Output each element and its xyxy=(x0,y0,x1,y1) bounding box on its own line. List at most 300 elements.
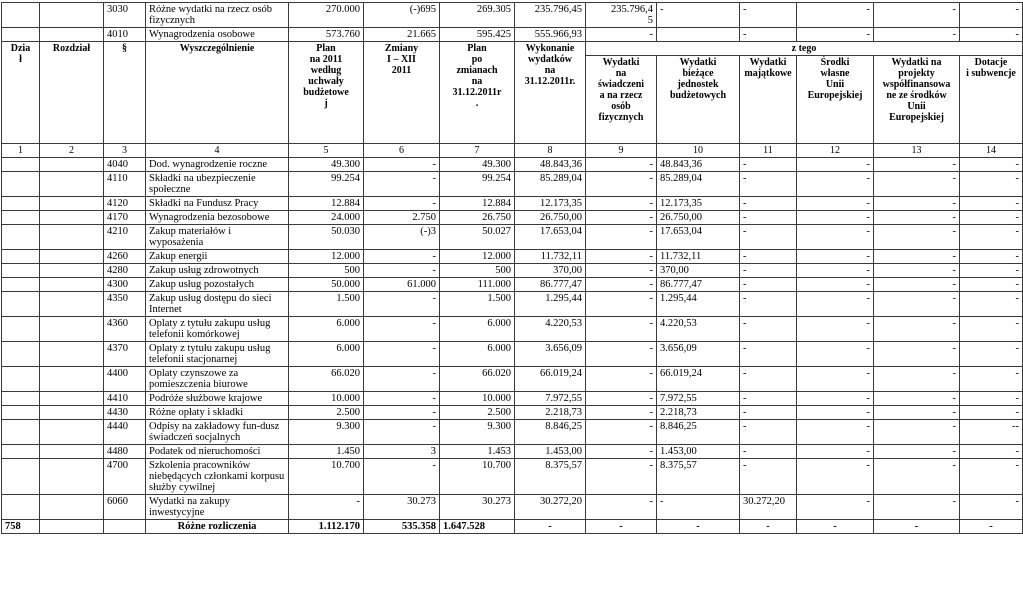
cell-projekty-ue: - xyxy=(874,367,960,392)
cell-projekty-ue: - xyxy=(874,459,960,495)
cell-srodki-ue: - xyxy=(797,392,874,406)
cell-plan: 10.000 xyxy=(289,392,364,406)
cell-rozdzial xyxy=(40,197,104,211)
cell-wykonanie: 48.843,36 xyxy=(515,158,586,172)
column-number: 11 xyxy=(740,144,797,158)
cell-srodki-ue: - xyxy=(797,406,874,420)
total-zmiany: 535.358 xyxy=(364,520,440,534)
cell-description: Zakup usług pozostałych xyxy=(146,278,289,292)
cell-wykonanie: 555.966,93 xyxy=(515,28,586,42)
total-rozdzial xyxy=(40,520,104,534)
cell-majatkowe: 30.272,20 xyxy=(740,495,797,520)
cell-description: Wynagrodzenia bezosobowe xyxy=(146,211,289,225)
cell-swiadczenia: - xyxy=(586,264,657,278)
cell-majatkowe: - xyxy=(740,392,797,406)
cell-projekty-ue: - xyxy=(874,406,960,420)
header-sub-swiadczenia: Wydatki na świadczeni a na rzecz osób fizycznych xyxy=(586,56,657,144)
cell-projekty-ue: - xyxy=(874,28,960,42)
table-row xyxy=(2,292,1023,317)
cell-wykonanie: 66.019,24 xyxy=(515,367,586,392)
cell-swiadczenia: - xyxy=(586,367,657,392)
cell-rozdzial xyxy=(40,317,104,342)
cell-majatkowe: - xyxy=(740,250,797,264)
cell-wykonanie: 12.173,35 xyxy=(515,197,586,211)
cell-plan: 99.254 xyxy=(289,172,364,197)
cell-dzial xyxy=(2,172,40,197)
cell-zmiany: - xyxy=(364,342,440,367)
cell-biezace: 26.750,00 xyxy=(657,211,740,225)
cell-zmiany: - xyxy=(364,264,440,278)
cell-rozdzial xyxy=(40,495,104,520)
column-number: 5 xyxy=(289,144,364,158)
cell-srodki-ue: - xyxy=(797,211,874,225)
cell-description: Podatek od nieruchomości xyxy=(146,445,289,459)
cell-paragraf: 4120 xyxy=(104,197,146,211)
cell-dzial xyxy=(2,3,40,28)
cell-paragraf: 4400 xyxy=(104,367,146,392)
cell-swiadczenia: - xyxy=(586,197,657,211)
cell-biezace xyxy=(657,28,740,42)
cell-zmiany: - xyxy=(364,420,440,445)
cell-description: Szkolenia pracowników niebędących członkami korpusu służby cywilnej xyxy=(146,459,289,495)
cell-dotacje: - xyxy=(960,250,1023,264)
column-number: 2 xyxy=(40,144,104,158)
cell-srodki-ue: - xyxy=(797,264,874,278)
cell-rozdzial xyxy=(40,225,104,250)
cell-swiadczenia: - xyxy=(586,317,657,342)
cell-plan-po: 111.000 xyxy=(440,278,515,292)
total-wykonanie: - xyxy=(515,520,586,534)
header-plan-po-zmianach: Plan po zmianach na 31.12.2011r . xyxy=(440,42,515,144)
cell-dzial xyxy=(2,495,40,520)
column-number: 9 xyxy=(586,144,657,158)
total-projekty-ue: - xyxy=(874,520,960,534)
cell-description: Zakup materiałów i wyposażenia xyxy=(146,225,289,250)
cell-srodki-ue: - xyxy=(797,317,874,342)
cell-wykonanie: 26.750,00 xyxy=(515,211,586,225)
cell-plan-po: 66.020 xyxy=(440,367,515,392)
cell-srodki-ue: - xyxy=(797,342,874,367)
header-zmiany: Zmiany I – XII 2011 xyxy=(364,42,440,144)
cell-zmiany: 61.000 xyxy=(364,278,440,292)
cell-projekty-ue: - xyxy=(874,392,960,406)
cell-dotacje: - xyxy=(960,264,1023,278)
cell-wykonanie: 86.777,47 xyxy=(515,278,586,292)
cell-dotacje: - xyxy=(960,459,1023,495)
header-z-tego: z tego xyxy=(586,42,1023,56)
table-row xyxy=(2,172,1023,197)
cell-zmiany: - xyxy=(364,197,440,211)
cell-dotacje: - xyxy=(960,172,1023,197)
cell-wykonanie: 7.972,55 xyxy=(515,392,586,406)
cell-dotacje: - xyxy=(960,197,1023,211)
table-row xyxy=(2,445,1023,459)
cell-dotacje: - xyxy=(960,495,1023,520)
cell-plan-po: 26.750 xyxy=(440,211,515,225)
cell-swiadczenia: - xyxy=(586,172,657,197)
cell-plan: 10.700 xyxy=(289,459,364,495)
header-sub-majatkowe: Wydatki majątkowe xyxy=(740,56,797,144)
cell-paragraf: 4360 xyxy=(104,317,146,342)
cell-rozdzial xyxy=(40,406,104,420)
cell-rozdzial xyxy=(40,158,104,172)
cell-dotacje: -- xyxy=(960,420,1023,445)
cell-plan-po: 6.000 xyxy=(440,342,515,367)
total-dotacje: - xyxy=(960,520,1023,534)
cell-majatkowe: - xyxy=(740,172,797,197)
cell-dotacje: - xyxy=(960,3,1023,28)
cell-paragraf: 4700 xyxy=(104,459,146,495)
cell-paragraf: 4300 xyxy=(104,278,146,292)
cell-wykonanie: 235.796,45 xyxy=(515,3,586,28)
header-sub-dotacje: Dotacje i subwencje xyxy=(960,56,1023,144)
cell-paragraf: 6060 xyxy=(104,495,146,520)
cell-plan-po: 1.500 xyxy=(440,292,515,317)
cell-dzial xyxy=(2,445,40,459)
cell-dotacje: - xyxy=(960,278,1023,292)
cell-paragraf: 4430 xyxy=(104,406,146,420)
cell-plan-po: 30.273 xyxy=(440,495,515,520)
cell-zmiany: 30.273 xyxy=(364,495,440,520)
cell-biezace: 2.218,73 xyxy=(657,406,740,420)
header-wyszczegolnienie: Wyszczególnienie xyxy=(146,42,289,144)
cell-dzial xyxy=(2,420,40,445)
cell-plan: 50.000 xyxy=(289,278,364,292)
cell-description: Oplaty z tytułu zakupu usług telefonii stacjonarnej xyxy=(146,342,289,367)
cell-swiadczenia: - xyxy=(586,420,657,445)
cell-srodki-ue: - xyxy=(797,495,874,520)
cell-biezace: 66.019,24 xyxy=(657,367,740,392)
column-numbers-row xyxy=(2,144,1023,158)
cell-wykonanie: 8.846,25 xyxy=(515,420,586,445)
cell-wykonanie: 30.272,20 xyxy=(515,495,586,520)
cell-wykonanie: 85.289,04 xyxy=(515,172,586,197)
cell-projekty-ue: - xyxy=(874,445,960,459)
cell-dzial xyxy=(2,459,40,495)
cell-projekty-ue: - xyxy=(874,158,960,172)
cell-dzial xyxy=(2,278,40,292)
cell-dotacje: - xyxy=(960,292,1023,317)
cell-description: Różne wydatki na rzecz osób fizycznych xyxy=(146,3,289,28)
header-row xyxy=(2,42,1023,56)
column-number: 6 xyxy=(364,144,440,158)
cell-description: Zakup usług zdrowotnych xyxy=(146,264,289,278)
cell-majatkowe: - xyxy=(740,197,797,211)
cell-paragraf: 3030 xyxy=(104,3,146,28)
cell-dzial xyxy=(2,264,40,278)
cell-wykonanie: 11.732,11 xyxy=(515,250,586,264)
cell-plan: 6.000 xyxy=(289,342,364,367)
cell-biezace: 4.220,53 xyxy=(657,317,740,342)
table-row xyxy=(2,406,1023,420)
cell-plan-po: 49.300 xyxy=(440,158,515,172)
total-swiadczenia: - xyxy=(586,520,657,534)
cell-paragraf: 4110 xyxy=(104,172,146,197)
cell-wykonanie: 1.453,00 xyxy=(515,445,586,459)
cell-paragraf: 4010 xyxy=(104,28,146,42)
total-plan: 1.112.170 xyxy=(289,520,364,534)
cell-plan: 50.030 xyxy=(289,225,364,250)
cell-plan: 9.300 xyxy=(289,420,364,445)
cell-plan-po: 9.300 xyxy=(440,420,515,445)
cell-swiadczenia: - xyxy=(586,445,657,459)
cell-majatkowe: - xyxy=(740,278,797,292)
table-row xyxy=(2,459,1023,495)
cell-projekty-ue: - xyxy=(874,172,960,197)
cell-plan: 1.450 xyxy=(289,445,364,459)
cell-swiadczenia: - xyxy=(586,28,657,42)
cell-dzial xyxy=(2,292,40,317)
cell-description: Wydatki na zakupy inwestycyjne xyxy=(146,495,289,520)
cell-plan: 2.500 xyxy=(289,406,364,420)
column-number: 4 xyxy=(146,144,289,158)
cell-plan-po: 99.254 xyxy=(440,172,515,197)
cell-majatkowe: - xyxy=(740,3,797,28)
cell-majatkowe: - xyxy=(740,225,797,250)
cell-dzial xyxy=(2,392,40,406)
table-row xyxy=(2,317,1023,342)
cell-projekty-ue: - xyxy=(874,420,960,445)
header-sub-srodki-ue: Środki własne Unii Europejskiej xyxy=(797,56,874,144)
header-plan: Plan na 2011 według uchwały budżetowe j xyxy=(289,42,364,144)
total-dzial: 758 xyxy=(2,520,40,534)
cell-description: Składki na Fundusz Pracy xyxy=(146,197,289,211)
cell-plan-po: 595.425 xyxy=(440,28,515,42)
table-row xyxy=(2,278,1023,292)
cell-description: Składki na ubezpieczenie społeczne xyxy=(146,172,289,197)
cell-plan: 66.020 xyxy=(289,367,364,392)
cell-biezace: 7.972,55 xyxy=(657,392,740,406)
total-srodki-ue: - xyxy=(797,520,874,534)
cell-srodki-ue: - xyxy=(797,445,874,459)
cell-wykonanie: 17.653,04 xyxy=(515,225,586,250)
cell-plan: 500 xyxy=(289,264,364,278)
cell-majatkowe: - xyxy=(740,211,797,225)
cell-majatkowe: - xyxy=(740,445,797,459)
cell-dotacje: - xyxy=(960,342,1023,367)
cell-paragraf: 4280 xyxy=(104,264,146,278)
cell-projekty-ue: - xyxy=(874,197,960,211)
cell-plan: 270.000 xyxy=(289,3,364,28)
column-number: 7 xyxy=(440,144,515,158)
cell-zmiany: - xyxy=(364,406,440,420)
cell-projekty-ue: - xyxy=(874,225,960,250)
cell-swiadczenia: - xyxy=(586,392,657,406)
cell-dotacje: - xyxy=(960,445,1023,459)
cell-rozdzial xyxy=(40,211,104,225)
cell-dzial xyxy=(2,225,40,250)
cell-plan: 573.760 xyxy=(289,28,364,42)
cell-majatkowe: - xyxy=(740,292,797,317)
total-row xyxy=(2,520,1023,534)
column-number: 3 xyxy=(104,144,146,158)
cell-zmiany: 3 xyxy=(364,445,440,459)
cell-majatkowe: - xyxy=(740,367,797,392)
cell-biezace: 370,00 xyxy=(657,264,740,278)
header-rozdzial: Rozdział xyxy=(40,42,104,144)
cell-srodki-ue: - xyxy=(797,197,874,211)
cell-dzial xyxy=(2,367,40,392)
cell-majatkowe: - xyxy=(740,406,797,420)
cell-biezace: - xyxy=(657,3,740,28)
cell-majatkowe: - xyxy=(740,420,797,445)
cell-plan: - xyxy=(289,495,364,520)
header-sub-biezace: Wydatki bieżące jednostek budżetowych xyxy=(657,56,740,144)
cell-projekty-ue: - xyxy=(874,292,960,317)
cell-projekty-ue: - xyxy=(874,317,960,342)
table-row xyxy=(2,197,1023,211)
cell-dotacje: - xyxy=(960,392,1023,406)
cell-plan: 6.000 xyxy=(289,317,364,342)
cell-description: Dod. wynagrodzenie roczne xyxy=(146,158,289,172)
cell-dzial xyxy=(2,211,40,225)
header-dzial: Dzia ł xyxy=(2,42,40,144)
cell-swiadczenia: - xyxy=(586,225,657,250)
cell-projekty-ue: - xyxy=(874,278,960,292)
table-row xyxy=(2,264,1023,278)
cell-biezace: 1.295,44 xyxy=(657,292,740,317)
cell-dzial xyxy=(2,197,40,211)
cell-zmiany: - xyxy=(364,367,440,392)
cell-plan: 24.000 xyxy=(289,211,364,225)
cell-rozdzial xyxy=(40,172,104,197)
cell-dotacje: - xyxy=(960,225,1023,250)
cell-zmiany: 2.750 xyxy=(364,211,440,225)
cell-swiadczenia: 235.796,4 5 xyxy=(586,3,657,28)
cell-srodki-ue: - xyxy=(797,158,874,172)
cell-wykonanie: 3.656,09 xyxy=(515,342,586,367)
cell-zmiany: - xyxy=(364,172,440,197)
cell-paragraf: 4350 xyxy=(104,292,146,317)
column-number: 1 xyxy=(2,144,40,158)
cell-projekty-ue: - xyxy=(874,342,960,367)
cell-srodki-ue: - xyxy=(797,278,874,292)
total-majatkowe: - xyxy=(740,520,797,534)
cell-projekty-ue: - xyxy=(874,495,960,520)
cell-rozdzial xyxy=(40,292,104,317)
cell-swiadczenia: - xyxy=(586,278,657,292)
cell-description: Podróże służbowe krajowe xyxy=(146,392,289,406)
cell-swiadczenia: - xyxy=(586,406,657,420)
cell-majatkowe: - xyxy=(740,342,797,367)
cell-zmiany: - xyxy=(364,317,440,342)
cell-dotacje: - xyxy=(960,317,1023,342)
cell-description: Oplaty czynszowe za pomieszczenia biurowe xyxy=(146,367,289,392)
cell-plan-po: 1.453 xyxy=(440,445,515,459)
cell-zmiany: - xyxy=(364,158,440,172)
cell-projekty-ue: - xyxy=(874,211,960,225)
cell-majatkowe: - xyxy=(740,264,797,278)
cell-wykonanie: 1.295,44 xyxy=(515,292,586,317)
cell-description: Oplaty z tytułu zakupu usług telefonii komórkowej xyxy=(146,317,289,342)
cell-dotacje: - xyxy=(960,406,1023,420)
table-row xyxy=(2,250,1023,264)
cell-projekty-ue: - xyxy=(874,264,960,278)
cell-dotacje: - xyxy=(960,211,1023,225)
cell-srodki-ue: - xyxy=(797,459,874,495)
header-paragraf: § xyxy=(104,42,146,144)
cell-plan-po: 2.500 xyxy=(440,406,515,420)
cell-paragraf: 4480 xyxy=(104,445,146,459)
cell-biezace: - xyxy=(657,495,740,520)
cell-majatkowe: - xyxy=(740,317,797,342)
cell-swiadczenia: - xyxy=(586,250,657,264)
cell-rozdzial xyxy=(40,264,104,278)
header-wykonanie: Wykonanie wydatków na 31.12.2011r. xyxy=(515,42,586,144)
cell-srodki-ue: - xyxy=(797,292,874,317)
cell-rozdzial xyxy=(40,278,104,292)
cell-plan-po: 10.000 xyxy=(440,392,515,406)
cell-paragraf: 4260 xyxy=(104,250,146,264)
cell-plan-po: 500 xyxy=(440,264,515,278)
total-desc: Różne rozliczenia xyxy=(146,520,289,534)
cell-description: Wynagrodzenia osobowe xyxy=(146,28,289,42)
budget-table xyxy=(1,2,1023,534)
cell-swiadczenia: - xyxy=(586,495,657,520)
table-row xyxy=(2,225,1023,250)
cell-srodki-ue: - xyxy=(797,172,874,197)
total-paragraf xyxy=(104,520,146,534)
cell-zmiany: (-)695 xyxy=(364,3,440,28)
table-row xyxy=(2,28,1023,42)
cell-rozdzial xyxy=(40,250,104,264)
cell-plan-po: 50.027 xyxy=(440,225,515,250)
table-row xyxy=(2,367,1023,392)
cell-biezace: 48.843,36 xyxy=(657,158,740,172)
table-row xyxy=(2,158,1023,172)
cell-dotacje: - xyxy=(960,367,1023,392)
cell-plan: 12.000 xyxy=(289,250,364,264)
cell-rozdzial xyxy=(40,28,104,42)
table-row xyxy=(2,420,1023,445)
cell-swiadczenia: - xyxy=(586,292,657,317)
cell-dzial xyxy=(2,342,40,367)
cell-srodki-ue: - xyxy=(797,3,874,28)
cell-dotacje: - xyxy=(960,28,1023,42)
cell-paragraf: 4410 xyxy=(104,392,146,406)
cell-majatkowe: - xyxy=(740,28,797,42)
table-row xyxy=(2,392,1023,406)
cell-zmiany: - xyxy=(364,459,440,495)
cell-zmiany: - xyxy=(364,392,440,406)
cell-description: Zakup energii xyxy=(146,250,289,264)
cell-majatkowe: - xyxy=(740,459,797,495)
cell-paragraf: 4210 xyxy=(104,225,146,250)
cell-biezace: 8.846,25 xyxy=(657,420,740,445)
cell-paragraf: 4040 xyxy=(104,158,146,172)
cell-zmiany: - xyxy=(364,250,440,264)
cell-zmiany: 21.665 xyxy=(364,28,440,42)
cell-rozdzial xyxy=(40,459,104,495)
cell-srodki-ue: - xyxy=(797,225,874,250)
cell-description: Różne opłaty i składki xyxy=(146,406,289,420)
cell-wykonanie: 8.375,57 xyxy=(515,459,586,495)
cell-dzial xyxy=(2,158,40,172)
cell-biezace: 3.656,09 xyxy=(657,342,740,367)
cell-plan-po: 269.305 xyxy=(440,3,515,28)
cell-rozdzial xyxy=(40,420,104,445)
cell-biezace: 8.375,57 xyxy=(657,459,740,495)
cell-srodki-ue: - xyxy=(797,250,874,264)
cell-plan: 49.300 xyxy=(289,158,364,172)
cell-rozdzial xyxy=(40,392,104,406)
cell-plan: 1.500 xyxy=(289,292,364,317)
total-biezace: - xyxy=(657,520,740,534)
column-number: 13 xyxy=(874,144,960,158)
cell-description: Odpisy na zakładowy fun-dusz świadczeń socjalnych xyxy=(146,420,289,445)
table-row xyxy=(2,3,1023,28)
cell-plan-po: 10.700 xyxy=(440,459,515,495)
